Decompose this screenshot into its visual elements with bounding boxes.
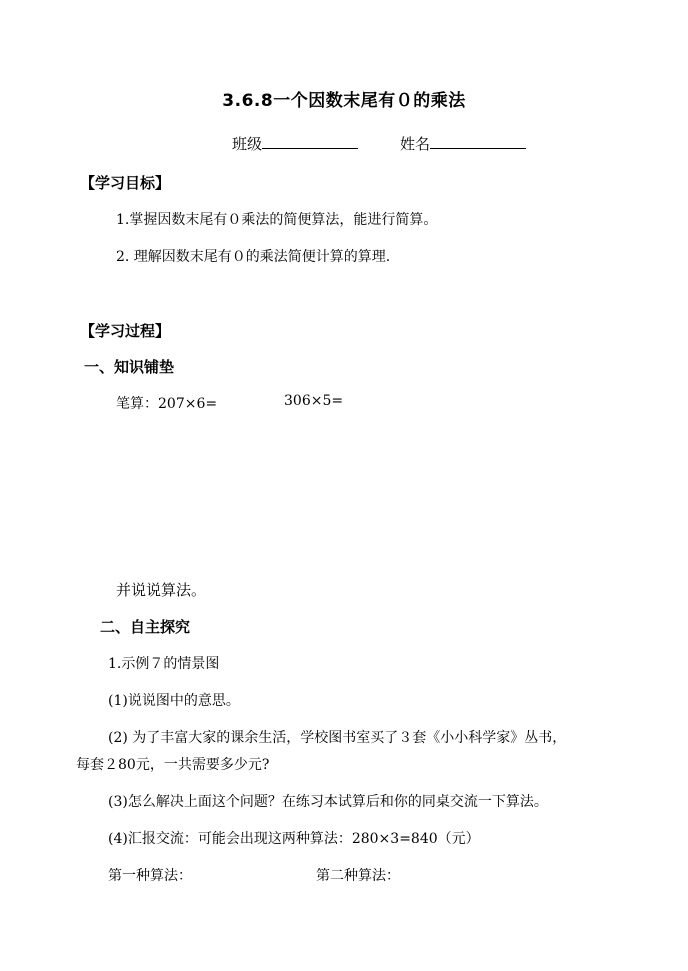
class-label: 班级	[232, 135, 263, 153]
method-2-label: 第二种算法：	[316, 868, 400, 884]
question-4: (4)汇报交流：可能会出现这两种算法：280×3=840（元）	[108, 831, 480, 847]
explain-text: 并说说算法。	[116, 581, 207, 599]
part1-heading: 一、知识铺垫	[84, 358, 175, 376]
class-field	[232, 133, 358, 154]
question-2-line-2: 每套２80元，一共需要多少元?	[76, 757, 270, 773]
question-1: (1)说说图中的意思。	[108, 693, 240, 709]
name-field	[400, 133, 526, 154]
calc-second: 306×5=	[284, 393, 344, 409]
goal-item-1: 1.掌握因数末尾有０乘法的简便算法，能进行简算。	[116, 212, 438, 228]
question-2-line-1: (2) 为了丰富大家的课余生活，学校图书室买了３套《小小科学家》丛书，	[108, 730, 567, 746]
example-text: 1.示例７的情景图	[108, 656, 220, 672]
name-label: 姓名	[400, 135, 431, 153]
calc-label: 笔算：207×6=	[116, 396, 218, 412]
class-blank	[262, 134, 358, 149]
question-3: (3)怎么解决上面这个问题？在练习本试算后和你的同桌交流一下算法。	[108, 794, 548, 810]
page-title: 3.6.8一个因数末尾有０的乘法	[222, 91, 466, 111]
goals-heading: 【学习目标】	[80, 174, 171, 192]
part2-heading: 二、自主探究	[100, 618, 191, 636]
method-1-label: 第一种算法：	[108, 868, 192, 884]
name-blank	[430, 134, 526, 149]
goal-item-2: 2. 理解因数末尾有０的乘法简便计算的算理.	[116, 249, 391, 265]
process-heading: 【学习过程】	[80, 322, 171, 340]
